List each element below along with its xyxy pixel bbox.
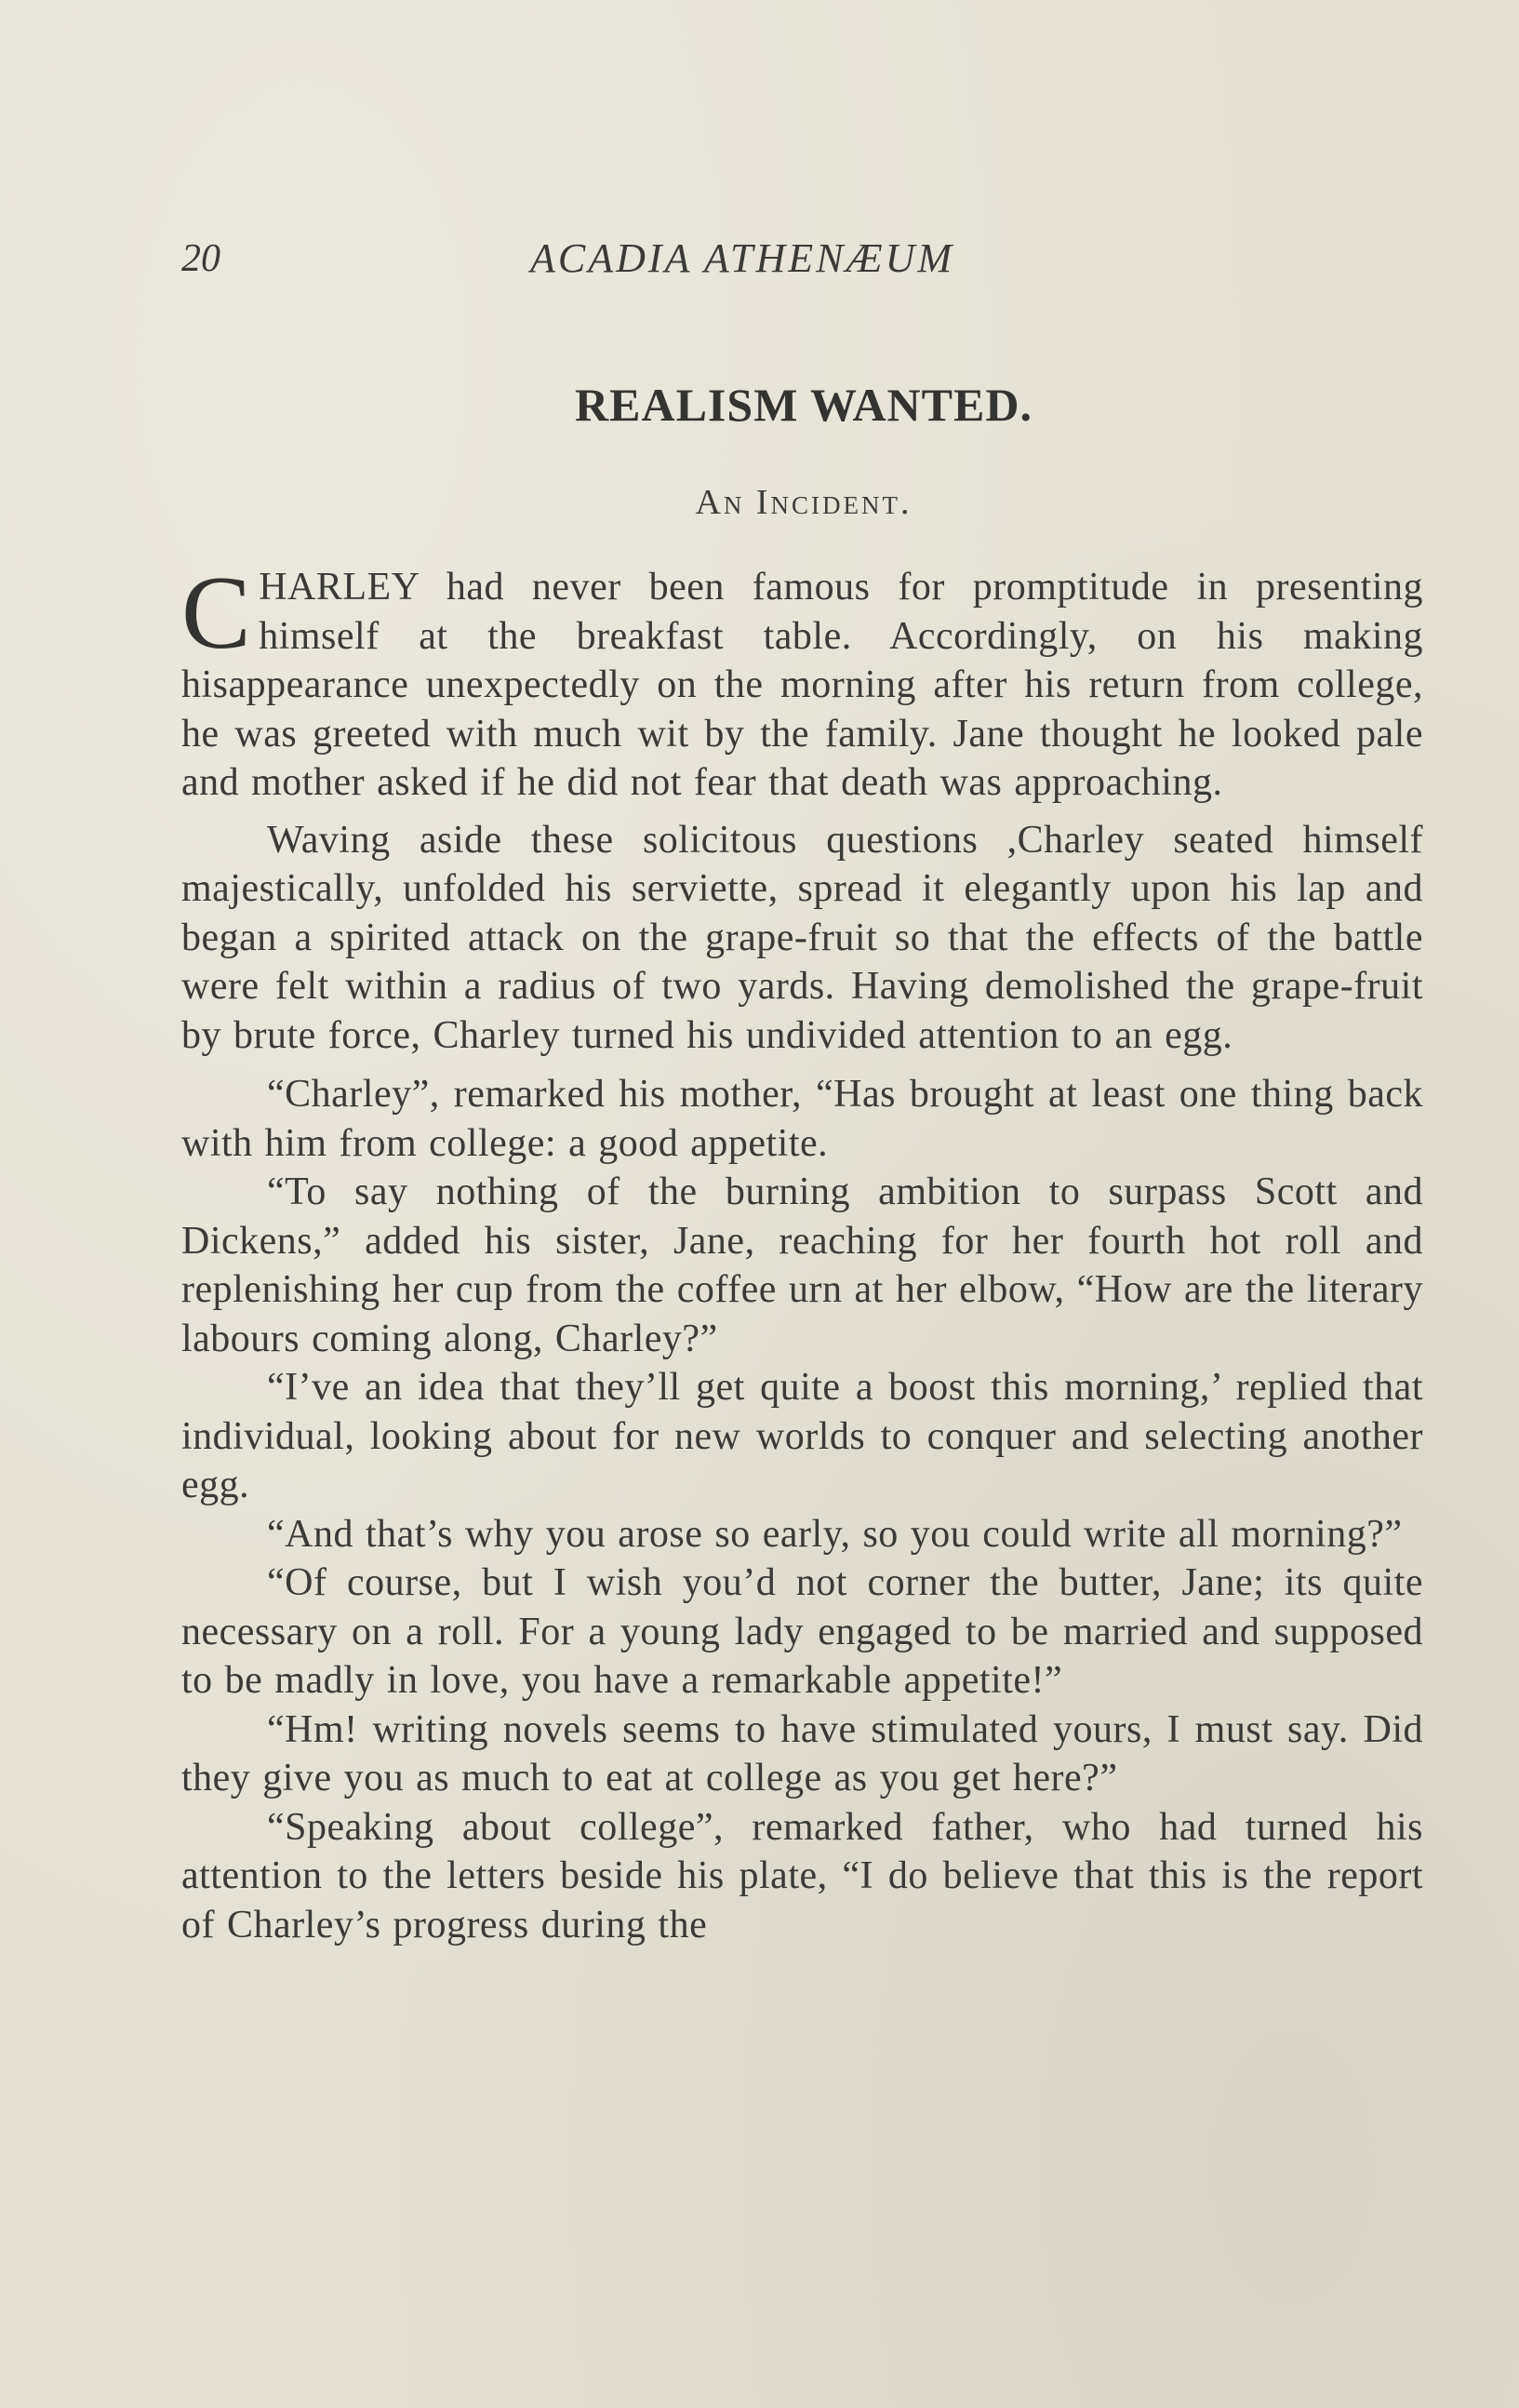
paragraph-6: “And that’s why you arose so early, so you could write all morning?” — [267, 1512, 1403, 1556]
paragraph-1 — [181, 555, 1423, 808]
article-body — [181, 555, 1423, 1949]
paragraph-5: “I’ve an idea that they’ll get quite a boost this morning,’ replied that individual, looking about for new worlds to conquer and selecting another egg. — [181, 1366, 1423, 1506]
paragraph-2: Waving aside these solicitous questions ,Charley seated himself majestically, unfolded his serviette, spread it elegantly upon his lap and began a spirited attack on the grape-fruit so that the effects of the battle were felt within a radius of two yards. Having demolished the grape-fruit by brute force, Charley turned his undivided attention to an egg. — [181, 818, 1423, 1057]
drop-cap: C — [181, 555, 252, 671]
page-header — [181, 231, 1423, 287]
page-number: 20 — [181, 237, 220, 280]
paragraph-8: “Hm! writing novels seems to have stimulated yours, I must say. Did they give you as much to eat at college as you get here?” — [181, 1707, 1423, 1799]
article-title: REALISM WANTED. — [575, 379, 1033, 431]
article-subtitle: An Incident. — [695, 483, 913, 522]
paragraph-4: “To say nothing of the burning ambition to surpass Scott and Dickens,” added his sister, Jane, reaching for her fourth hot roll and replenishing her cup from the coffee urn at her elbow, “How are the literary labours coming along, Charley?” — [181, 1171, 1423, 1360]
paragraph-9: “Speaking about college”, remarked father, who had turned his attention to the letters beside his plate, “I do believe that this is the report of Charley’s progress during the — [181, 1805, 1423, 1946]
paragraph-1-text: HARLEY had never been famous for promptitude in presenting himself at the breakfast table. Accordingly, on his making hisappearance unexpectedly on the morning after his return from college, he was greeted with much wit by the family. Jane thought he looked pale and mother asked if he did not fear that death was approaching. — [181, 566, 1423, 804]
paragraph-7: “Of course, but I wish you’d not corner the butter, Jane; its quite necessary on a roll. For a young lady engaged to be married and supposed to be madly in love, you have a remarkable appetite!” — [181, 1561, 1423, 1702]
running-head: ACADIA ATHENÆUM — [530, 235, 955, 281]
paragraph-3: “Charley”, remarked his mother, “Has brought at least one thing back with him from college: a good appetite. — [181, 1073, 1423, 1165]
